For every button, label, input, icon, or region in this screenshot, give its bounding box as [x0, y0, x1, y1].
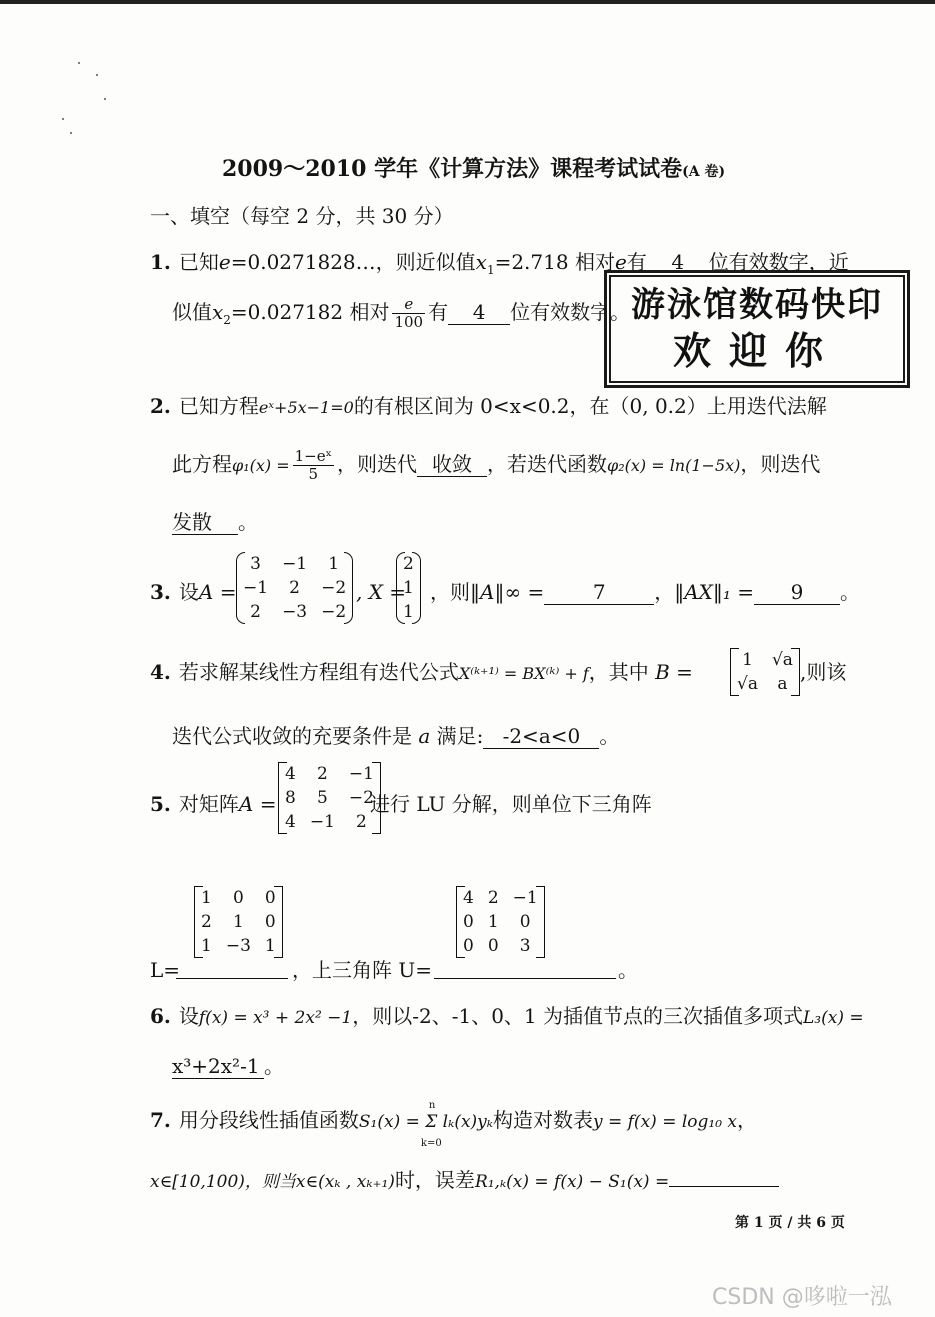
q6-text: 。: [264, 1054, 284, 1078]
q5-matrix-L-row: [194, 934, 283, 958]
q2-number: 2.: [150, 394, 171, 418]
q7-line1: [150, 1100, 758, 1149]
q5-matrix-L-cell: 0: [264, 888, 276, 908]
q5-L: L=: [150, 958, 181, 982]
q3-normA: ‖A‖∞ =: [470, 580, 545, 604]
scan-top-edge: [0, 0, 935, 4]
q7-sum: [358, 1100, 493, 1149]
stamp-line-2: 欢迎你: [672, 329, 841, 373]
q7-text: 时，误差: [394, 1168, 475, 1192]
q4-matrix-B-cell: √a: [737, 674, 758, 694]
q5-matrix-U-cell: 0: [487, 936, 499, 956]
q1-e: e: [218, 250, 231, 274]
q4-iteration: X⁽ᵏ⁺¹⁾ = BX⁽ᵏ⁾ + f: [458, 664, 589, 683]
q3-matrix-A-row: [236, 576, 353, 600]
q2-equation: eˣ+5x−1=0: [258, 398, 354, 417]
section-heading: 一、填空（每空 2 分，共 30 分）: [150, 204, 454, 228]
q3-X: , X =: [356, 580, 407, 604]
q5-text: 对矩阵: [178, 792, 239, 816]
q1-text: =0.0271828…，则近似值: [230, 250, 476, 274]
q5-matrix-L-row: [194, 886, 283, 910]
q1-frac-num: e: [404, 295, 414, 313]
q4-matrix-B: [730, 648, 800, 696]
scan-speck: [78, 62, 80, 64]
q1-text: 位有效数字，近: [708, 250, 849, 274]
q2-text: 的有根区间为 0<x<0.2，在（0, 0.2）上用迭代法解: [353, 394, 827, 418]
scan-speck: [104, 98, 106, 100]
q3-A: A =: [198, 580, 237, 604]
q5-matrix-U-row: [456, 886, 545, 910]
q2-text: 此方程: [172, 452, 232, 476]
q7-number: 7.: [150, 1108, 171, 1132]
q4-text: 迭代公式收敛的充要条件是: [172, 724, 412, 748]
q2-text: 。: [238, 510, 258, 534]
q1-x1: x: [475, 250, 487, 274]
q3-text: 。: [840, 580, 861, 604]
title-main: 2009～2010 学年《计算方法》课程考试试卷: [222, 156, 683, 182]
q5-matrix-L-cell: 0: [264, 912, 276, 932]
q7-xk: x∈(xₖ , xₖ₊₁): [295, 1172, 395, 1192]
q5-matrix-U-cell: 0: [463, 936, 474, 956]
q5-matrix-L-cell: 2: [201, 912, 212, 932]
q5-matrix-U-cell: −1: [512, 888, 538, 908]
q5-matrix-A-cell: 5: [316, 788, 328, 808]
q7-S: S₁(x) = Σ lₖ(x)yₖ: [358, 1112, 493, 1132]
watermark: CSDN @哆啦一泓: [712, 1285, 892, 1310]
q1-x2-sub: 2: [223, 313, 231, 327]
q3-number: 3.: [150, 580, 171, 604]
q5-matrix-L-cell: −3: [225, 936, 251, 956]
q2-line3: [172, 508, 258, 536]
q5-matrix-A-cell: −1: [309, 812, 335, 832]
q3-matrix-X-cell: 1: [403, 578, 414, 598]
q5-U-underline: [434, 978, 616, 979]
q5-L-underline: [176, 978, 288, 979]
q4-B: B =: [655, 660, 693, 684]
q5-matrix-U-row: [456, 934, 545, 958]
q4-text: ,则该: [800, 660, 847, 684]
q2-phi2: φ₂(x) = ln(1−5x): [606, 456, 741, 475]
q3-matrix-A-cell: −2: [321, 578, 347, 598]
q1-number: 1.: [150, 250, 171, 274]
q5-matrix-A-row: [278, 786, 381, 810]
q5-matrix-A-cell: 2: [356, 812, 367, 832]
q3-text: 设: [178, 580, 199, 604]
q5-matrix-L-cell: 1: [264, 936, 276, 956]
q4-a: a: [418, 724, 431, 748]
q5-matrix-L: [194, 886, 283, 958]
q7-line2: [150, 1166, 779, 1196]
q2-answer-1: 收敛: [417, 452, 487, 477]
q4-text: 满足:: [436, 724, 484, 748]
q1-answer-1: 4: [647, 250, 709, 275]
q3-text: ，: [654, 580, 675, 604]
q4-matrix-B-row: [730, 672, 800, 696]
stamp-line-1: 游泳馆数码快印: [631, 285, 883, 325]
q3-matrix-A-cell: 2: [250, 602, 261, 622]
q4-matrix-B-cell: a: [777, 674, 788, 694]
q1-line2: [172, 296, 630, 334]
q6-text: 设: [178, 1004, 199, 1028]
q2-phi1: φ₁(x) =: [232, 456, 290, 475]
q6-line2: [172, 1052, 284, 1080]
q1-x2: x: [212, 300, 224, 324]
q5-end: [618, 956, 638, 984]
scan-speck: [70, 132, 72, 134]
q4-matrix-B-row: [730, 648, 800, 672]
q2-text: ，则迭代: [740, 452, 821, 476]
q1-frac-den: 100: [394, 313, 424, 331]
q4-line1-end: [800, 658, 846, 686]
q3-matrix-A-cell: −1: [243, 578, 269, 598]
q6-text: ，则以-2、-1、0、1 为插值节点的三次插值多项式: [352, 1004, 804, 1028]
q5-matrix-U-cell: 0: [519, 912, 531, 932]
q3-matrix-A-cell: −1: [282, 554, 308, 574]
q5-L-label: [150, 956, 180, 984]
q3-matrix-A-cell: −3: [282, 602, 308, 622]
q5-matrix-U-cell: 3: [519, 936, 531, 956]
q1-x1-sub: 1: [486, 263, 495, 277]
q5-number: 5.: [150, 792, 171, 816]
q5-line1: [150, 790, 276, 818]
q7-text: 用分段线性插值函数: [178, 1108, 359, 1132]
q5-matrix-L-cell: 1: [232, 912, 244, 932]
q2-text: ，若迭代函数: [486, 452, 607, 476]
q2-answer-2: 发散: [172, 510, 238, 535]
q3-matrix-A-row: [236, 552, 353, 576]
q1-text: 有: [428, 300, 449, 324]
q5-matrix-L-cell: 1: [201, 936, 212, 956]
q1-answer-2: 4: [448, 300, 510, 325]
q5-matrix-U-cell: 1: [487, 912, 499, 932]
q4-text: ，其中: [588, 660, 649, 684]
q7-text: 构造对数表: [492, 1108, 593, 1132]
q1-fraction: [392, 296, 425, 331]
q3-matrix-A-cell: 2: [289, 578, 300, 598]
q2-line1: [150, 392, 827, 422]
q1-text: 位有效数字。: [510, 300, 631, 324]
q3-matrix-A-cell: −2: [321, 602, 347, 622]
q3-matrix-A-cell: 1: [328, 554, 340, 574]
q5-matrix-A-cell: 4: [285, 812, 296, 832]
q3-matrix-A-row: [236, 600, 353, 624]
q4-number: 4.: [150, 660, 171, 684]
q3-matrix-A-cell: 3: [250, 554, 261, 574]
q7-text: ，: [737, 1108, 758, 1132]
q1-text: =0.027182 相对: [230, 300, 390, 324]
page-footer: 第 1 页 / 共 6 页: [735, 1215, 845, 1231]
q1-text: 已知: [178, 250, 219, 274]
q1-text: 似值: [172, 300, 212, 324]
q2-frac-den: 5: [308, 465, 319, 483]
q7-sum-bottom: k=0: [420, 1138, 442, 1149]
q7-text: x∈[10,100)，则当: [150, 1172, 296, 1192]
q3-normAX: ‖AX‖₁ =: [674, 580, 755, 604]
q4-line2: [172, 722, 619, 750]
q5-matrix-A-cell: −1: [348, 764, 374, 784]
q7-y: y = f(x) = log₁₀ x: [592, 1112, 738, 1132]
q5-matrix-A-cell: 8: [285, 788, 296, 808]
q5-matrix-A-row: [278, 762, 381, 786]
q3-answer-2: 9: [754, 580, 840, 605]
q5-matrix-A-cell: 4: [285, 764, 296, 784]
q1-e: e: [614, 250, 627, 274]
scan-speck: [96, 74, 98, 76]
q7-answer-blank: [669, 1186, 779, 1187]
q3-line-rest: [430, 578, 860, 606]
q2-frac-num: 1−eˣ: [294, 447, 332, 465]
q5-U-label: [292, 956, 432, 984]
scan-speck: [62, 118, 64, 120]
q4-matrix-B-cell: 1: [742, 650, 753, 670]
q7-sum-top: n: [428, 1100, 436, 1111]
q4-text: 若求解某线性方程组有迭代公式: [178, 660, 459, 684]
q6-answer: x³+2x²-1: [172, 1054, 264, 1079]
q3-matrix-X-cell: 2: [403, 554, 414, 574]
q1-text: 有: [626, 250, 647, 274]
exam-title: [222, 152, 725, 183]
q5-matrix-U: [456, 886, 545, 958]
q5-matrix-L-row: [194, 910, 283, 934]
q5-matrix-A: [278, 762, 381, 834]
q5-text: 进行 LU 分解，则单位下三角阵: [370, 792, 652, 816]
q2-text: ，则迭代: [336, 452, 417, 476]
shop-stamp: [604, 270, 910, 388]
q5-matrix-A-cell: −2: [348, 788, 374, 808]
q7-R: R₁,ₖ(x) = f(x) − S₁(x) =: [474, 1172, 670, 1192]
q5-matrix-A-row: [278, 810, 381, 834]
q5-matrix-U-cell: 0: [463, 912, 474, 932]
q6-line1: [150, 1002, 864, 1032]
q2-fraction: [293, 448, 334, 483]
q3-text: ，则: [430, 580, 470, 604]
q5-matrix-U-cell: 2: [487, 888, 499, 908]
q4-answer: -2<a<0: [483, 724, 599, 749]
q6-function: f(x) = x³ + 2x² −1: [198, 1008, 353, 1028]
q4-matrix-B-cell: √a: [771, 650, 793, 670]
q4-text: 。: [599, 724, 620, 748]
q5-text: 。: [618, 958, 638, 982]
q5-matrix-L-cell: 1: [201, 888, 212, 908]
q5-matrix-A-cell: 2: [316, 764, 328, 784]
q4-line1: [150, 658, 693, 688]
q5-matrix-U-cell: 4: [463, 888, 474, 908]
q6-L3: L₃(x) =: [803, 1008, 864, 1028]
q3-matrix-A: [236, 552, 353, 624]
q6-number: 6.: [150, 1004, 171, 1028]
q5-matrix-L-cell: 0: [232, 888, 244, 908]
q3-matrix-X: [396, 552, 421, 624]
q5-matrix-U-row: [456, 910, 545, 934]
q5-text: ，上三角阵 U=: [292, 958, 432, 982]
q2-text: 已知方程: [178, 394, 259, 418]
q2-line2: [172, 448, 820, 483]
q3-matrix-X-cell: 1: [403, 602, 414, 622]
q3-line: [150, 578, 236, 606]
q1-text: =2.718 相对: [494, 250, 615, 274]
q3-answer-1: 7: [544, 580, 654, 605]
q5-A: A =: [238, 792, 277, 816]
title-suffix: (A 卷): [682, 164, 726, 180]
q5-line1-rest: [370, 790, 652, 818]
